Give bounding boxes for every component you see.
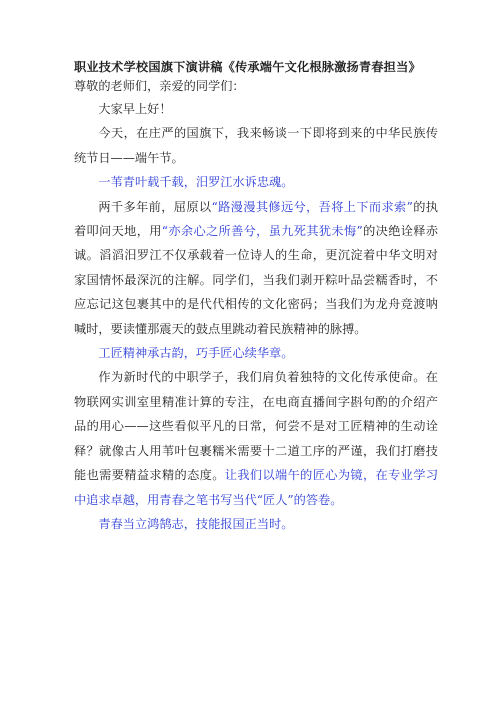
document-body — [74, 97, 438, 536]
paragraph-craftsmanship — [74, 365, 438, 511]
document-title: 职业技术学校国旗下演讲稿《传承端午文化根脉激扬青春担当》 — [74, 60, 421, 74]
intro-paragraph: 今天，在庄严的国旗下，我来畅谈一下即将到来的中华民族传统节日——端午节。 — [74, 126, 438, 165]
salutation: 尊敬的老师们，亲爱的同学们： — [74, 79, 245, 93]
paragraph-text: 的决绝诠释赤诚。滔滔汨罗江不仅承载着一位诗人的生命，更沉淀着中华文明对家国情怀最深沉的注解。同学们，当我们剥开粽叶品尝糯香时，不应忘记这包裹其中的是代代相传的文化密码；当我们为龙舟竞渡呐喊时，要读懂那震天的鼓点里跳动着民族精神的脉搏。 — [74, 224, 439, 336]
section-heading-2: 工匠精神承古韵，巧手匠心续华章。 — [98, 346, 294, 361]
paragraph-qu-yuan — [74, 195, 438, 341]
highlight-sentence: 让我们以端午的匠心为镜，在专业学习中追求卓越，用青春之笔书写当代“匠人”的答卷。 — [74, 468, 439, 507]
greeting: 大家早上好！ — [98, 102, 172, 116]
section-heading-3: 青春当立鸿鹄志，技能报国正当时。 — [98, 516, 294, 531]
quote-1: “路漫漫其修远兮，吾将上下而求索” — [211, 199, 413, 214]
paragraph-text: 的执着叩问天地，用 — [74, 199, 438, 239]
quote-2: “亦余心之所善兮，虽九死其犹未悔” — [161, 224, 363, 239]
section-heading-1: 一苇青叶载千载，汨罗江水诉忠魂。 — [98, 175, 294, 190]
paragraph-text: 两千多年前，屈原以 — [98, 199, 212, 214]
paragraph-text: 作为新时代的中职学子，我们肩负着独特的文化传承使命。在物联网实训室里精准计算的专注，在电商直播间字斟句酌的介绍产品的用心——这些看似平凡的日常，何尝不是对工匠精神的生动诠释？就像古人用苇叶包裹糯米需要十二道工序的严谨，我们打磨技能也需要精益求精的态度。 — [74, 370, 438, 483]
